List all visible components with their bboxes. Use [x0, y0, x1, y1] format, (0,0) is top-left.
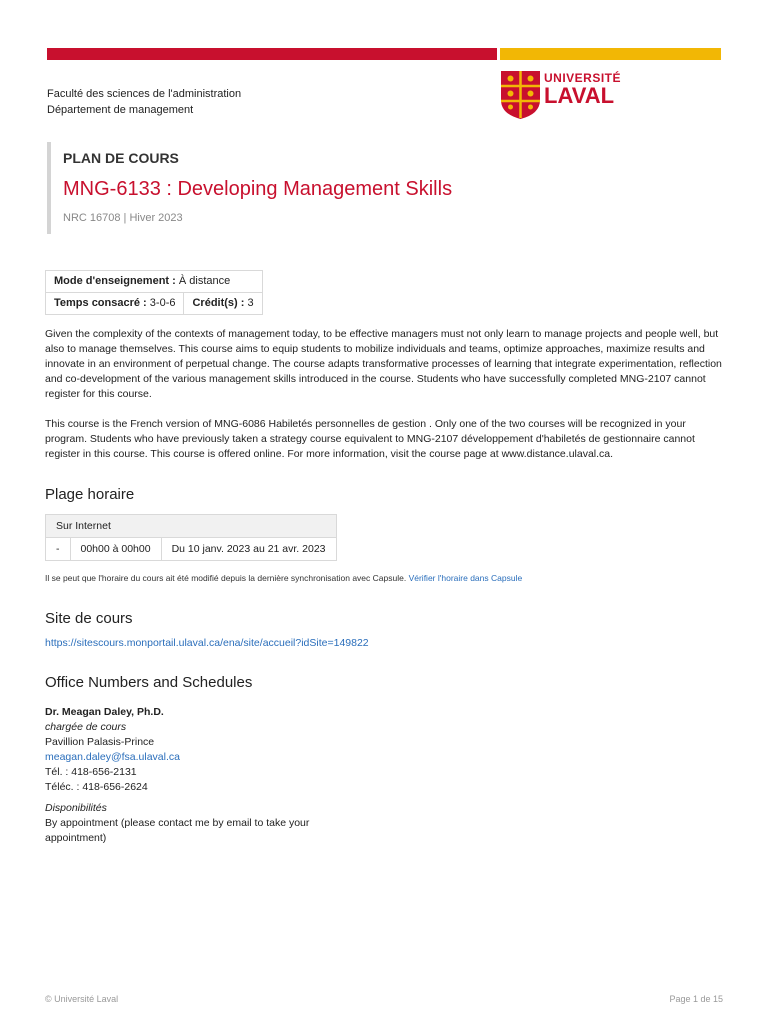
schedule-note-text: Il se peut que l'horaire du cours ait été modifié depuis la dernière synchronisation avec Capsule. [45, 573, 407, 583]
course-site-link[interactable]: https://sitescours.monportail.ulaval.ca/ena/site/accueil?idSite=149822 [45, 637, 369, 649]
availability-label: Disponibilités [45, 802, 107, 814]
schedule-heading: Plage horaire [45, 486, 135, 503]
contact-block [45, 705, 345, 846]
plan-de-cours-label: PLAN DE COURS [63, 150, 179, 166]
faculty-block [47, 86, 241, 118]
instructor-fax: Téléc. : 418-656-2624 [45, 781, 148, 793]
header-red-bar [47, 48, 497, 60]
course-title: MNG-6133 : Developing Management Skills [63, 178, 453, 200]
temps-label: Temps consacré : [54, 297, 147, 309]
mode-label: Mode d'enseignement : [54, 275, 176, 287]
description-paragraph-1: Given the complexity of the contexts of management today, to be effective managers must not only learn to manage projects and people well, but also to manage themselves. This course aims to equip students to mobilize individuals and teams, optimize approaches, maximize results and innovate in an environment of perpetual change. The course adapts transformative processes of learning that integrate experimentation, reflection and co-development of the various management skills introduced in the course. Students who have successfully completed MNG-2107 cannot register for this course. [45, 328, 722, 400]
description-paragraph-2: This course is the French version of MNG-6086 Habiletés personnelles de gestion . Only one of the two courses will be recognized in your program. Students who have previously taken a strategy course equivalent to MNG-2107 développement d'habiletés de gestionnaire cannot register in this course. This course is offered online. For more information, visit the course page at www.distance.ulaval.ca. [45, 418, 695, 460]
faculty-name: Faculté des sciences de l'administration [47, 88, 242, 100]
instructor-name: Dr. Meagan Daley, Ph.D. [45, 706, 164, 718]
instructor-phone: Tél. : 418-656-2131 [45, 766, 137, 778]
logo-universite: UNIVERSITÉ [544, 71, 622, 85]
availability-text: By appointment (please contact me by email to take your appointment) [45, 817, 310, 844]
department-name: Département de management [47, 104, 194, 116]
course-info-table [45, 270, 263, 315]
instructor-role: chargée de cours [45, 721, 127, 733]
schedule-day: - [46, 538, 71, 561]
mode-value: À distance [178, 275, 231, 287]
site-link-wrapper [45, 637, 369, 649]
site-heading: Site de cours [45, 610, 133, 627]
office-heading: Office Numbers and Schedules [45, 674, 253, 691]
table-row [46, 538, 337, 561]
instructor-email-link[interactable]: meagan.daley@fsa.ulaval.ca [45, 751, 180, 763]
credit-label: Crédit(s) : [192, 297, 245, 309]
schedule-table-header: Sur Internet [46, 515, 337, 538]
credit-value: 3 [247, 297, 254, 309]
schedule-note [45, 573, 522, 583]
schedule-dates: Du 10 janv. 2023 au 21 avr. 2023 [161, 538, 336, 561]
footer-copyright: © Université Laval [45, 994, 119, 1004]
header-gold-bar [500, 48, 721, 60]
logo-laval: LAVAL [544, 83, 615, 108]
schedule-table [45, 514, 337, 561]
schedule-time: 00h00 à 00h00 [70, 538, 161, 561]
ulaval-logo [544, 72, 621, 107]
mode-cell [46, 271, 263, 293]
title-block [47, 142, 551, 234]
verify-schedule-link[interactable]: Vérifier l'horaire dans Capsule [408, 573, 523, 583]
credit-cell [184, 293, 262, 315]
nrc-term: NRC 16708 | Hiver 2023 [63, 212, 183, 224]
instructor-building: Pavillion Palasis-Prince [45, 736, 155, 748]
footer-page-number: Page 1 de 15 [669, 994, 723, 1004]
temps-value: 3-0-6 [149, 297, 176, 309]
temps-cell [46, 293, 184, 315]
